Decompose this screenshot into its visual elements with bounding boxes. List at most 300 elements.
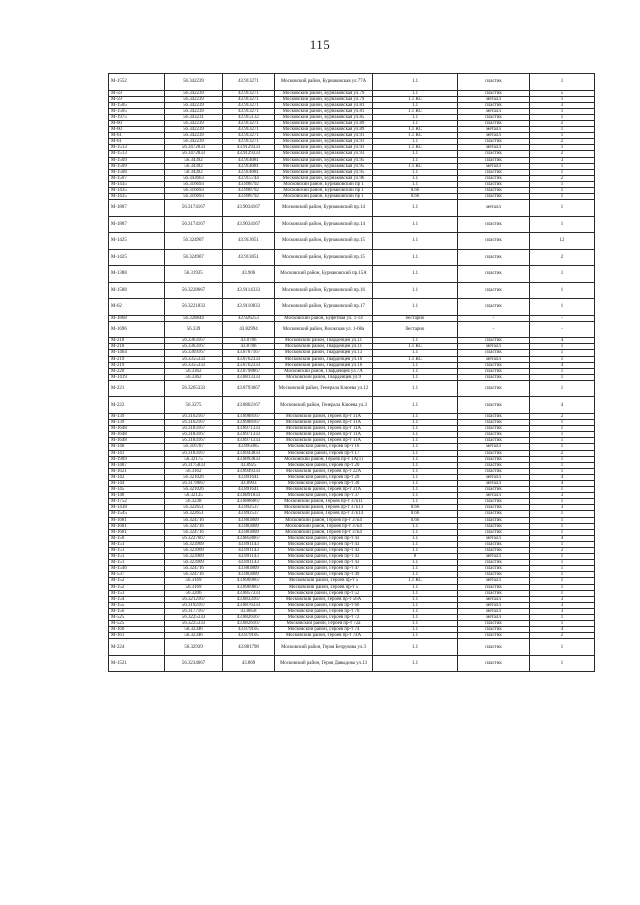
count-cell: 2 (530, 413, 595, 419)
address-cell: Московский район, Бурнаковская ул.96 (275, 175, 373, 181)
latitude-cell: 56.339 (165, 321, 223, 338)
latitude-cell: 56.316693 (165, 188, 223, 194)
latitude-cell: 56.322651 (165, 511, 223, 517)
table-row (109, 249, 595, 266)
latitude-cell: 56.324716 (165, 529, 223, 535)
volume-cell: 1.1 КС (373, 145, 458, 151)
material-cell: металл (458, 108, 530, 114)
volume-cell: 1.1 (373, 474, 458, 480)
material-cell: пластик (458, 114, 530, 120)
longitude-cell: 43.8786 (223, 338, 275, 344)
material-cell: пластик (458, 249, 530, 266)
longitude-cell: 43.913051 (223, 233, 275, 250)
site-id-cell: М-156 (109, 608, 165, 614)
table-row (109, 233, 595, 250)
material-cell: пластик (458, 374, 530, 380)
site-id-cell: М-139 (109, 420, 165, 426)
site-id-cell: М-160 (109, 627, 165, 633)
volume-cell: 1.1 (373, 621, 458, 627)
address-cell: Московский район, Бурнаковская ул.91 (275, 133, 373, 139)
latitude-cell: 56.3362 (165, 374, 223, 380)
material-cell: металл (458, 96, 530, 102)
site-id-cell: М-60 (109, 120, 165, 126)
count-cell: 1 (530, 108, 595, 114)
address-cell: Московский район, Героев пр-т 74А (275, 633, 373, 639)
material-cell: - (458, 321, 530, 338)
address-cell: Московский район, Героев пр-т 43 (275, 541, 373, 547)
site-id-cell: М-151 (109, 541, 165, 547)
material-cell: пластик (458, 169, 530, 175)
material-cell: пластик (458, 397, 530, 414)
latitude-cell: 56.3212167 (165, 596, 223, 602)
volume-cell: 1.1 (373, 200, 458, 217)
material-cell: пластик (458, 120, 530, 126)
count-cell: 4 (530, 338, 595, 344)
address-cell: Московский район, Бурнаковский пр.16 (275, 282, 373, 299)
volume-cell: 1.1 (373, 602, 458, 608)
address-cell: Московский район, Буфетная ул. 1-14 (275, 315, 373, 321)
longitude-cell: 43.8833167 (223, 596, 275, 602)
volume-cell: 1.1 (373, 233, 458, 250)
latitude-cell: 56.3363167 (165, 344, 223, 350)
count-cell: 1 (530, 145, 595, 151)
table-row (109, 216, 595, 233)
count-cell: 1 (530, 169, 595, 175)
latitude-cell: 56.328844 (165, 315, 223, 321)
volume-cell: 1.1 (373, 438, 458, 444)
site-id-cell: М-152 (109, 578, 165, 584)
volume-cell: 1.1 (373, 560, 458, 566)
volume-cell: 1.1 КС (373, 96, 458, 102)
latitude-cell: 56.3192167 (165, 602, 223, 608)
address-cell: Московский район, Героев пр-т 37к4 (275, 523, 373, 529)
volume-cell: 1.1 (373, 615, 458, 621)
latitude-cell: 56.3238 (165, 499, 223, 505)
count-cell: 1 (530, 578, 595, 584)
count-cell: 4 (530, 535, 595, 541)
material-cell: металл (458, 608, 530, 614)
count-cell: 1 (530, 462, 595, 468)
count-cell: 1 (530, 517, 595, 523)
latitude-cell: 56.34392 (165, 157, 223, 163)
longitude-cell: 43.8971333 (223, 432, 275, 438)
material-cell: пластик (458, 655, 530, 672)
table-row (109, 266, 595, 283)
count-cell: 1 (530, 420, 595, 426)
site-id-cell: М-155 (109, 602, 165, 608)
longitude-cell: 43.879105 (223, 627, 275, 633)
count-cell: 3 (530, 505, 595, 511)
material-cell: металл (458, 145, 530, 151)
material-cell: пластик (458, 233, 530, 250)
longitude-cell: 43.8988167 (223, 420, 275, 426)
material-cell: пластик (458, 633, 530, 639)
volume-cell: 1.1 (373, 633, 458, 639)
longitude-cell: 43.913051 (223, 249, 275, 266)
longitude-cell: 43.8925 (223, 462, 275, 468)
longitude-cell: 43.883809 (223, 517, 275, 523)
longitude-cell: 43.9129333 (223, 151, 275, 157)
site-id-cell: М-1505 (109, 108, 165, 114)
address-cell: Московский район, Героев пр-т 72а (275, 621, 373, 627)
volume-cell: 1.1 (373, 139, 458, 145)
volume-cell: 1.1 (373, 338, 458, 344)
site-id-cell: М-1509 (109, 163, 165, 169)
latitude-cell: 56.34392 (165, 163, 223, 169)
volume-cell: 1.1 (373, 499, 458, 505)
material-cell: металл (458, 133, 530, 139)
volume-cell: 1.1 (373, 584, 458, 590)
address-cell: Московский район, Героев пр-т 11А (275, 426, 373, 432)
material-cell: металл (458, 163, 530, 169)
longitude-cell: 43.8762333 (223, 356, 275, 362)
latitude-cell: 56.32346 (165, 633, 223, 639)
count-cell: 1 (530, 432, 595, 438)
site-id-cell: М-1887 (109, 200, 165, 217)
latitude-cell: 56.321026 (165, 474, 223, 480)
address-cell: Московский район, Героев пр-т 30 (275, 480, 373, 486)
site-id-cell: М-1419 (109, 374, 165, 380)
site-id-cell: М-1487 (109, 462, 165, 468)
site-id-cell: М-153 (109, 590, 165, 596)
longitude-cell: 43.8858 (223, 608, 275, 614)
address-cell: Московский район, Героев пр-т 56А (275, 596, 373, 602)
count-cell: 1 (530, 127, 595, 133)
latitude-cell: 56.3225333 (165, 621, 223, 627)
longitude-cell: 43.914081 (223, 157, 275, 163)
volume-cell: 1.1 (373, 450, 458, 456)
latitude-cell: 56.32939 (165, 639, 223, 656)
longitude-cell: 43.926253 (223, 315, 275, 321)
address-cell: Московский район, Бурнаковский пр.14 (275, 216, 373, 233)
longitude-cell: 43.913271 (223, 102, 275, 108)
site-id-cell: М-1975 (109, 114, 165, 120)
volume-cell: 1.1 (373, 413, 458, 419)
material-cell: металл (458, 200, 530, 217)
latitude-cell: 56.342239 (165, 74, 223, 91)
volume-cell: 1.1 (373, 480, 458, 486)
count-cell: 1 (530, 541, 595, 547)
longitude-cell: 43.913271 (223, 120, 275, 126)
longitude-cell: 43.895085 (223, 444, 275, 450)
material-cell: пластик (458, 523, 530, 529)
site-id-cell: М-1868 (109, 315, 165, 321)
count-cell: 1 (530, 181, 595, 187)
volume-cell: 1.1 (373, 462, 458, 468)
address-cell: Московский район, Героев пр-т 43 (275, 560, 373, 566)
count-cell: 3 (530, 493, 595, 499)
page-number: 115 (309, 37, 331, 52)
count-cell: 1 (530, 96, 595, 102)
address-cell: Московский район, Бурнаковский пр 1 (275, 188, 373, 194)
site-id-cell: М-1546 (109, 566, 165, 572)
volume-cell: 1.1 (373, 655, 458, 672)
count-cell: 1 (530, 74, 595, 91)
count-cell: 1 (530, 350, 595, 356)
address-cell: Московский район, Гвардейцев ул.16 (275, 356, 373, 362)
longitude-cell: 43.883809 (223, 523, 275, 529)
address-cell: Московский район, Бурнаковская ул.93 (275, 145, 373, 151)
latitude-cell: 56.3162167 (165, 413, 223, 419)
latitude-cell: 56.3227667 (165, 535, 223, 541)
latitude-cell: 56.342239 (165, 96, 223, 102)
address-cell: Московский район, Героев пр-т 37к4 (275, 529, 373, 535)
volume-cell: 1.1 (373, 529, 458, 535)
volume-cell: 1.1 (373, 350, 458, 356)
address-cell: Московский район, Героев пр-т 74 (275, 627, 373, 633)
material-cell: пластик (458, 102, 530, 108)
site-id-cell: М-1588 (109, 282, 165, 299)
address-cell: Московский район, Героев пр-т 31А (275, 487, 373, 493)
count-cell: 1 (530, 374, 595, 380)
count-cell: 1 (530, 114, 595, 120)
latitude-cell: 56.3275 (165, 397, 223, 414)
volume-cell: 1.1 (373, 74, 458, 91)
latitude-cell: 56.3221833 (165, 299, 223, 316)
material-cell: - (458, 315, 530, 321)
address-cell: Московский район, Бурнаковский пр.15 (275, 249, 373, 266)
longitude-cell: 43.8826167 (223, 621, 275, 627)
latitude-cell: 56.342239 (165, 133, 223, 139)
volume-cell: 1.1 (373, 444, 458, 450)
volume-cell: 1.1 КС (373, 344, 458, 350)
count-cell: 1 (530, 590, 595, 596)
longitude-cell: 43.82994 (223, 321, 275, 338)
latitude-cell: 56.3183167 (165, 450, 223, 456)
address-cell: Московский район, Бурнаковский пр.14 (275, 200, 373, 217)
latitude-cell: 56.3355333 (165, 362, 223, 368)
latitude-cell: 56.342239 (165, 90, 223, 96)
site-id-cell: М-1752 (109, 499, 165, 505)
count-cell: 1 (530, 426, 595, 432)
latitude-cell: 56.3472833 (165, 151, 223, 157)
site-id-cell: М-1438 (109, 505, 165, 511)
longitude-cell: 43.8893833 (223, 456, 275, 462)
latitude-cell: 56.321026 (165, 487, 223, 493)
material-cell: металл (458, 127, 530, 133)
latitude-cell: 56.3183167 (165, 426, 223, 432)
site-id-cell: М-61 (109, 133, 165, 139)
site-id-cell: М-140 (109, 444, 165, 450)
count-cell: 4 (530, 474, 595, 480)
latitude-cell: 56.3228667 (165, 282, 223, 299)
count-cell: 2 (530, 548, 595, 554)
count-cell: 1 (530, 456, 595, 462)
material-cell: пластик (458, 175, 530, 181)
count-cell: 1 (530, 615, 595, 621)
address-cell: Московский район, Бурнаковский пр.15А (275, 266, 373, 283)
count-cell: 1 (530, 356, 595, 362)
count-cell: 1 (530, 444, 595, 450)
address-cell: Московский район, Героев пр-т 37к4 (275, 517, 373, 523)
latitude-cell: 56.323909 (165, 548, 223, 554)
site-id-cell: М-1621 (109, 468, 165, 474)
address-cell: Московский район, Гвардейцев ул.7А (275, 368, 373, 374)
table-row (109, 74, 595, 91)
count-cell: 1 (530, 529, 595, 535)
count-cell: 2 (530, 151, 595, 157)
address-cell: Московский район, Героев пр-т 49 (275, 572, 373, 578)
latitude-cell: 56.323909 (165, 560, 223, 566)
latitude-cell: 56.3169 (165, 578, 223, 584)
latitude-cell: 56.324716 (165, 572, 223, 578)
longitude-cell: 43.8858667 (223, 535, 275, 541)
site-id-cell: М-1681 (109, 517, 165, 523)
volume-cell: 1.1 (373, 493, 458, 499)
latitude-cell: 56.32175 (165, 456, 223, 462)
material-cell: пластик (458, 517, 530, 523)
volume-cell: 1.1 КС (373, 578, 458, 584)
material-cell: металл (458, 554, 530, 560)
address-cell: Московский район, Героев пр-т 43 (275, 554, 373, 560)
longitude-cell: 43.879105 (223, 633, 275, 639)
longitude-cell: 43.913271 (223, 139, 275, 145)
material-cell: пластик (458, 627, 530, 633)
site-id-cell: М-1508 (109, 169, 165, 175)
latitude-cell: 56.316787 (165, 444, 223, 450)
longitude-cell: 43.892537 (223, 505, 275, 511)
volume-cell: 0.66 (373, 194, 458, 200)
volume-cell: бестарно (373, 321, 458, 338)
count-cell: 1 (530, 299, 595, 316)
address-cell: Московский район, Героев пр-т 43 (275, 535, 373, 541)
latitude-cell: 56.322651 (165, 505, 223, 511)
longitude-cell: 43.915132 (223, 114, 275, 120)
volume-cell: 0.66 (373, 511, 458, 517)
address-cell: Московский район, Героев пр-т 70 (275, 608, 373, 614)
site-id-cell: М-1425 (109, 249, 165, 266)
longitude-cell: 43.8876333 (223, 602, 275, 608)
longitude-cell: 43.883809 (223, 572, 275, 578)
address-cell: Московский район, Героев пр-т 72 (275, 615, 373, 621)
volume-cell: 1.1 КС (373, 133, 458, 139)
volume-cell: 1.1 (373, 548, 458, 554)
longitude-cell: 43.891143 (223, 541, 275, 547)
site-id-cell: М-1513 (109, 145, 165, 151)
table-row (109, 200, 595, 217)
count-cell: 1 (530, 584, 595, 590)
material-cell: пластик (458, 216, 530, 233)
count-cell: 1 (530, 216, 595, 233)
address-cell: Московский район, Гвардейцев ул.11 (275, 338, 373, 344)
site-id-cell: М-1521 (109, 655, 165, 672)
address-cell: Московский район, Гвардейцев ул.11 (275, 344, 373, 350)
material-cell: пластик (458, 548, 530, 554)
longitude-cell: 43.8988167 (223, 413, 275, 419)
address-cell: Московский район, Героев пр-т 66 (275, 602, 373, 608)
address-cell: Московский район, Бурнаковская ул.79 (275, 90, 373, 96)
latitude-cell: 56.3355333 (165, 356, 223, 362)
volume-cell: 1.1 (373, 535, 458, 541)
material-cell: металл (458, 474, 530, 480)
material-cell: пластик (458, 487, 530, 493)
count-cell: 4 (530, 480, 595, 486)
longitude-cell: 43.891143 (223, 560, 275, 566)
material-cell: пластик (458, 432, 530, 438)
count-cell: 2 (530, 139, 595, 145)
address-cell: Московский район, Героев пр-т 17 (275, 450, 373, 456)
latitude-cell: 56.316693 (165, 181, 223, 187)
site-id-cell: М-161 (109, 633, 165, 639)
longitude-cell: 43.891143 (223, 554, 275, 560)
latitude-cell: 56.324716 (165, 523, 223, 529)
longitude-cell: 43.915744 (223, 175, 275, 181)
count-cell: 1 (530, 639, 595, 656)
count-cell: 1 (530, 566, 595, 572)
address-cell: Московский район, Бурнаковская ул.89 (275, 127, 373, 133)
longitude-cell: 43.9129333 (223, 145, 275, 151)
latitude-cell: 56.3225333 (165, 615, 223, 621)
address-cell: Московский район, Гвардейцев ул.9 (275, 374, 373, 380)
site-id-cell: М-1552 (109, 74, 165, 91)
site-id-cell: М-1513 (109, 151, 165, 157)
site-id-cell: М-1681 (109, 523, 165, 529)
longitude-cell: 43.8857333 (223, 590, 275, 596)
site-id-cell: М-150 (109, 535, 165, 541)
volume-cell: 1.1 (373, 216, 458, 233)
latitude-cell: 56.323909 (165, 541, 223, 547)
latitude-cell: 56.3363167 (165, 338, 223, 344)
count-cell: - (530, 321, 595, 338)
longitude-cell: 43.881798 (223, 639, 275, 656)
latitude-cell: 56.3472833 (165, 145, 223, 151)
table-row (109, 282, 595, 299)
latitude-cell: 56.3206 (165, 590, 223, 596)
site-id-cell: М-220 (109, 368, 165, 374)
longitude-cell: 43.9114333 (223, 282, 275, 299)
site-id-cell: М-151 (109, 554, 165, 560)
material-cell: пластик (458, 584, 530, 590)
material-cell: пластик (458, 566, 530, 572)
site-id-cell: М-1696 (109, 321, 165, 338)
longitude-cell: 43.8787167 (223, 350, 275, 356)
site-id-cell: М-219 (109, 362, 165, 368)
count-cell: 1 (530, 380, 595, 397)
longitude-cell: 43.8949333 (223, 468, 275, 474)
volume-cell: 1.1 (373, 627, 458, 633)
count-cell: 1 (530, 487, 595, 493)
count-cell: 1 (530, 133, 595, 139)
volume-cell: 1.1 (373, 639, 458, 656)
latitude-cell: 56.3175833 (165, 462, 223, 468)
latitude-cell: 56.3174167 (165, 216, 223, 233)
material-cell: пластик (458, 499, 530, 505)
material-cell: пластик (458, 413, 530, 419)
latitude-cell: 56.3174167 (165, 200, 223, 217)
longitude-cell: 43.913271 (223, 108, 275, 114)
latitude-cell: 56.3169 (165, 584, 223, 590)
count-cell: 1 (530, 621, 595, 627)
address-cell: Московский район, Героев пр-т 5 (275, 578, 373, 584)
address-cell: Московский район, Героев пр-т 11А (275, 413, 373, 419)
volume-cell: 1.1 (373, 266, 458, 283)
site-id-cell: М-152 (109, 584, 165, 590)
material-cell: пластик (458, 541, 530, 547)
latitude-cell: 56.323909 (165, 554, 223, 560)
site-id-cell: М-1648 (109, 432, 165, 438)
address-cell: Московский район, Бурнаковская ул.81 (275, 108, 373, 114)
site-id-cell: М-219 (109, 356, 165, 362)
count-cell: 2 (530, 120, 595, 126)
material-cell: пластик (458, 505, 530, 511)
address-cell: Московский район, Героев пр-т 1А(1) (275, 456, 373, 462)
site-id-cell: М-1435 (109, 188, 165, 194)
material-cell: пластик (458, 572, 530, 578)
longitude-cell: 43.8891833 (223, 493, 275, 499)
address-cell: Московский район, Героев пр-т 20 (275, 462, 373, 468)
material-cell: металл (458, 596, 530, 602)
count-cell: 4 (530, 627, 595, 633)
